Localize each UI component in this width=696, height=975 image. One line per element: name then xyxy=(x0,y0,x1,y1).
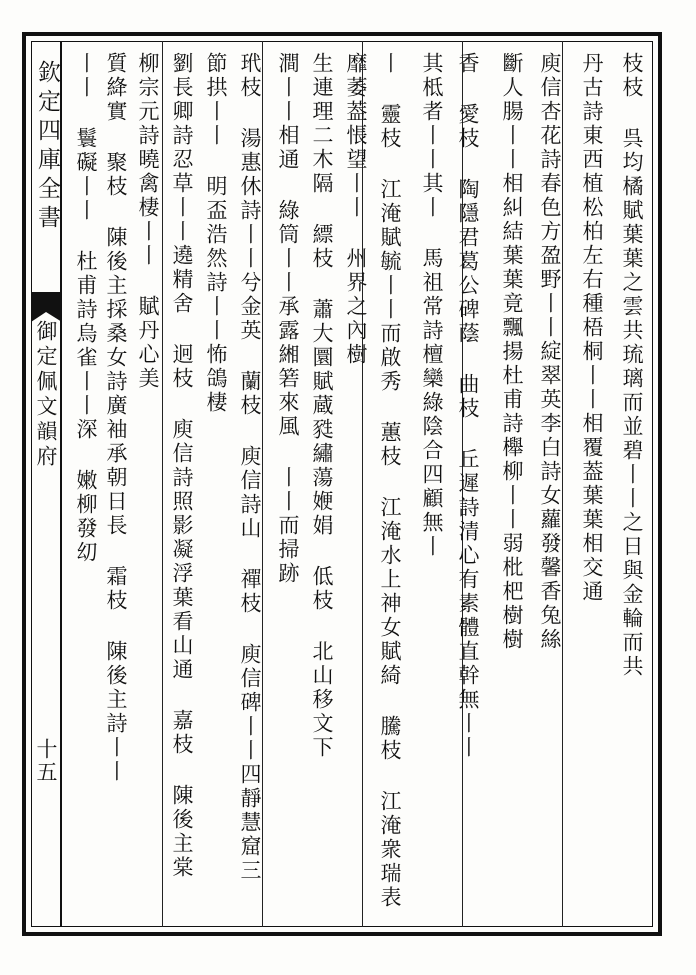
text-column-12: 節拱丨丨 明盃浩然詩丨丨怖鴿棲 xyxy=(204,52,228,415)
text-column-3: 庾信杏花詩春色方盈野丨丨綻翠英李白詩女蘿發馨香兔絲 xyxy=(538,52,562,652)
text-column-16: 丨丨 鬟礙丨丨 杜甫詩烏雀丨丨深 嫩柳發㓜 xyxy=(74,52,98,565)
text-column-1: 枝枝 呉均橘賦葉葉之雲共琉璃而並碧丨丨之日與金輪而共 xyxy=(620,52,644,679)
text-column-14: 柳宗元詩曉禽棲丨丨 賦丹心美 xyxy=(136,52,160,391)
text-column-15: 質絳實 聚枝 陳後主採桑女詩廣袖承朝日長 霜枝 陳後主詩丨丨 xyxy=(104,52,128,784)
text-column-13: 劉長卿詩忍草丨丨遶精舍 迥枝 庾信詩照影凝浮葉看山通 嘉枝 陳後主棠 xyxy=(170,52,194,880)
text-column-2: 丹古詩東西植松柏左右種梧桐丨丨相覆葢葉葉相交通 xyxy=(580,52,604,604)
text-column-4: 斷人腸丨丨相糾結葉葉竟飄揚杜甫詩櫸柳丨丨弱枇杷樹樹 xyxy=(500,52,524,652)
text-column-8: 靡萎葢悵望丨丨 州界之內樹 xyxy=(344,52,368,367)
text-column-10: 澗丨丨相通 綠筒丨丨承露緗箬來風 丨丨而掃跡 xyxy=(276,52,300,586)
text-column-5: 香 愛枝 陶隱君葛公碑蔭 曲枝 丘遲詩清心有素體直幹無丨丨 xyxy=(456,52,480,760)
margin-page-number: 十五 xyxy=(34,738,58,784)
margin-title: 欽定四庫全書 xyxy=(34,60,60,234)
text-column-11: 玳枝 湯惠休詩丨丨兮金英 蘭枝 庾信詩山 禪枝 庾信碑丨丨四靜慧窟三 xyxy=(238,52,262,883)
margin-book-title: 御定佩文韻府 xyxy=(34,320,58,470)
fishtail-mark xyxy=(31,292,62,312)
text-column-7: 丨 靈枝 江淹賦毓丨丨而啟秀 蕙枝 江淹水上神女賦綺 騰枝 江淹衆瑞表 xyxy=(378,52,402,910)
text-column-6: 其柢者丨丨其丨 馬祖常詩檀欒綠陰合四顧無丨 xyxy=(420,52,444,559)
text-column-9: 生連理二木隔 縹枝 蕭大圜賦蔵甤繡蕩㛹娟 低枝 北山移文下 xyxy=(310,52,334,760)
